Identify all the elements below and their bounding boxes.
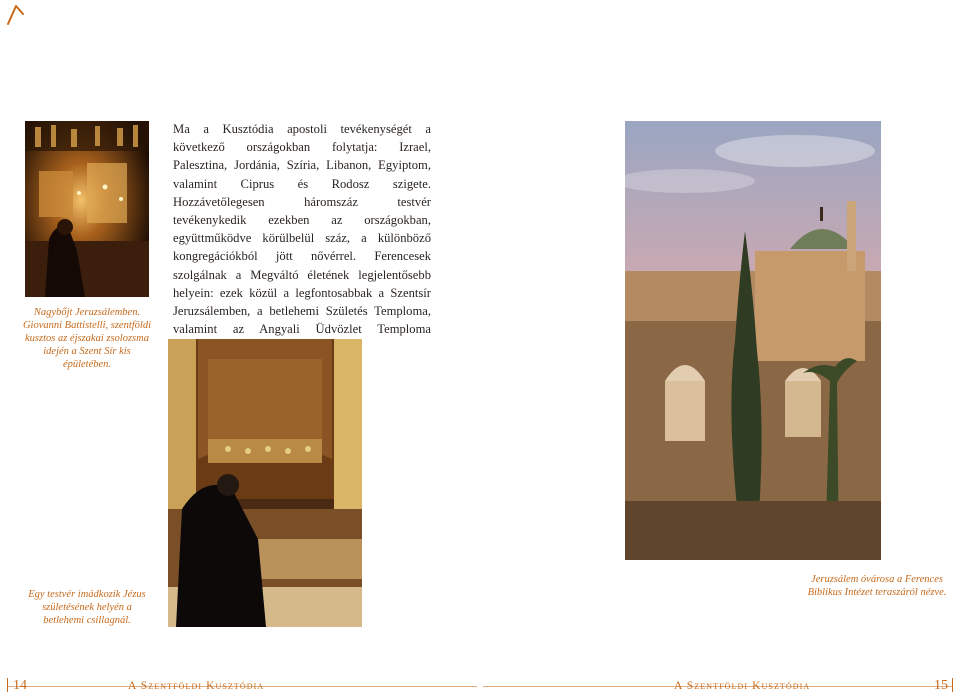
- caption-holy-sepulchre: Nagybőjt Jeruzsálemben. Giovanni Battistelli, szentföldi kusztos az éjszakai zsolozsma idején a Szent Sír kis épületében.: [22, 307, 152, 370]
- photo-holy-sepulchre: [25, 121, 149, 297]
- footer-tick-right: [952, 678, 953, 692]
- caption-nativity: Egy testvér imádkozik Jézus születésének helyén a betlehemi csillagnál.: [28, 589, 146, 626]
- page-number-right: 15: [934, 678, 948, 693]
- footer-tick-left: [7, 678, 8, 692]
- photo-jerusalem-old-city: [625, 121, 881, 560]
- caption-jerusalem: Jeruzsálem óvárosa a Ferences Biblikus Intézet teraszáról nézve.: [807, 574, 947, 598]
- corner-ornament-icon: [4, 2, 26, 26]
- page-number-left: 14: [13, 678, 27, 693]
- running-title-right: A Szentföldi Kusztódia: [674, 680, 811, 692]
- body-paragraph: Ma a Kusztódia apostoli tevékenységét a következő országokban folytatja: Izrael, Palesztina, Jordánia, Szíria, Libanon, Egyiptom, valamint Ciprus és Rodosz szigete. Hozzávetőlegesen háromszáz testvér tevékenykedik ezekben az országokban, együttműködve körülbelül száz, a különböző kongregációkból jött nővérrel. Ferencesek szolgálnak a Megváltó életének legjelentősebb helyein: ezek közül a legfontosabbak a Szentsír Jeruzsálemben, a betlehemi Születés Temploma, valamint az Angyali Üdvözlet Temploma: [173, 122, 431, 337]
- running-title-left: A Szentföldi Kusztódia: [128, 680, 265, 692]
- photo-nativity-grotto: [168, 339, 362, 627]
